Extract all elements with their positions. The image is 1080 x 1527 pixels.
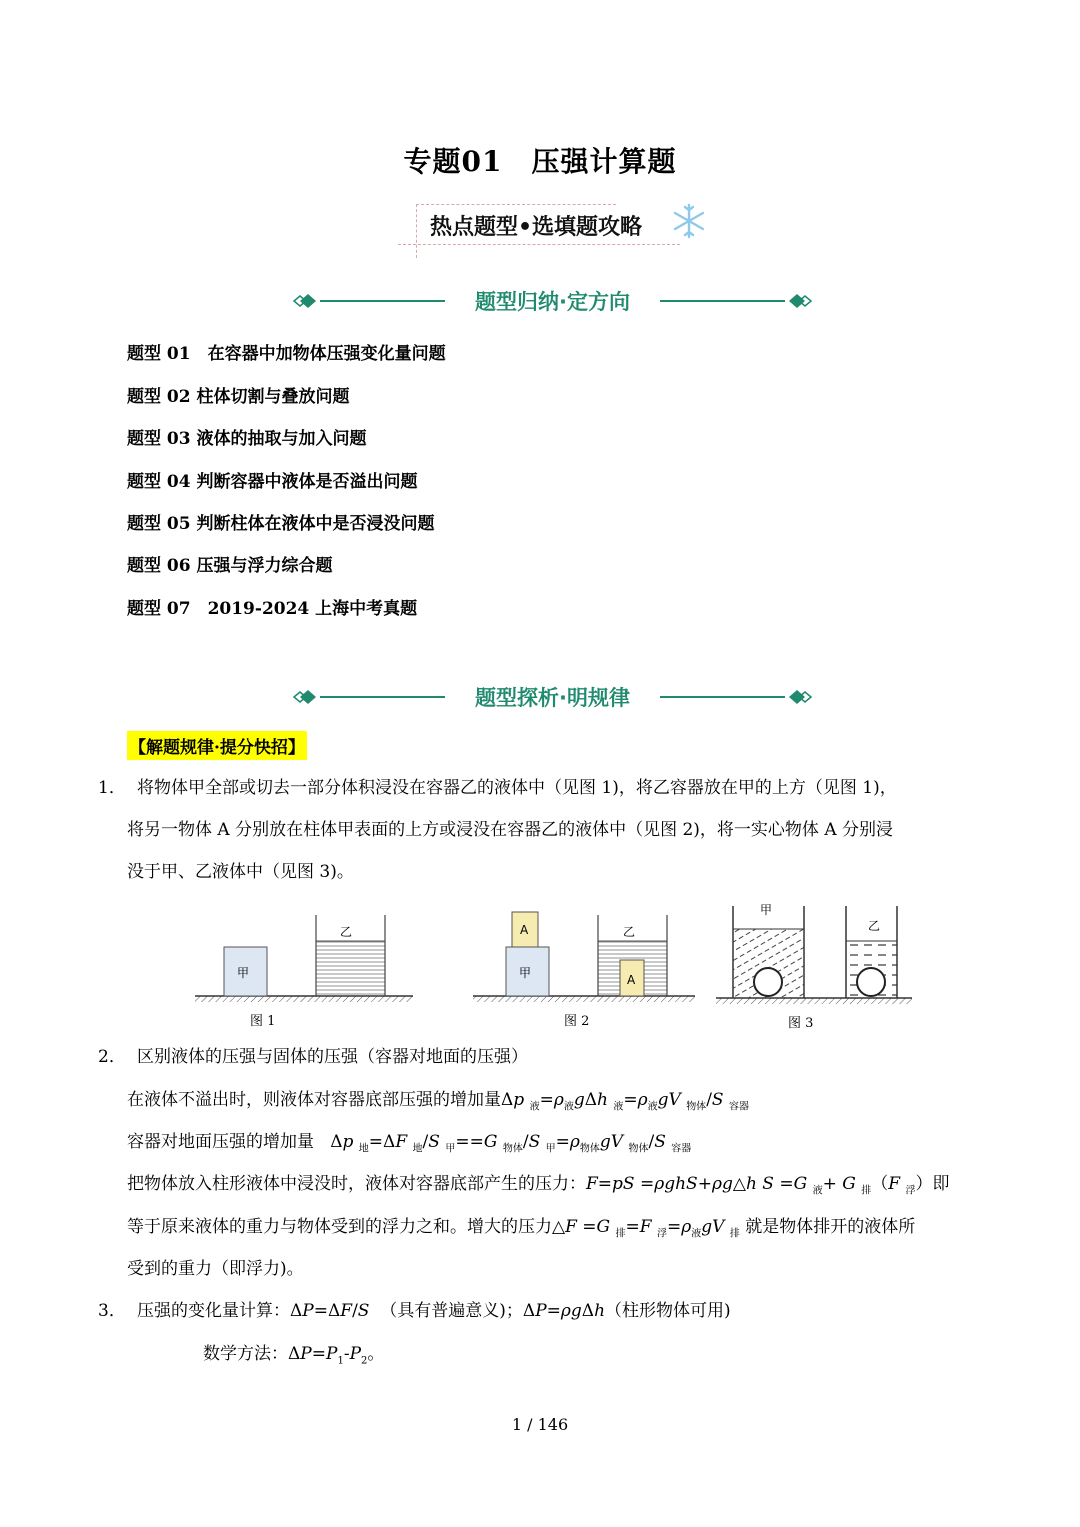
item-2-line-1: 在液体不溢出时，则液体对容器底部压强的增加量Δp $_液=\rho_液g\Delta h$ $_液=\rho_液gV$ $_{物体}$/S $_{容器}$	[127, 1090, 749, 1113]
item-2-line-2: 容器对地面压强的增加量 Δp $_地$=ΔF $_地$/S $_甲$==G $_{物体}$/S $_甲=\rho_{物体}gV$ $_{物体}$/S $_{容器}$	[127, 1132, 692, 1155]
fig1-caption: 图 1	[250, 1014, 276, 1029]
item-2-line-4-text-a: 等于原来液体的重力与物体受到的浮力之和。增大的压力	[127, 1217, 552, 1237]
topic-item-03: 题型 03 液体的抽取与加入问题	[127, 429, 367, 449]
item-2-line-4: 等于原来液体的重力与物体受到的浮力之和。增大的压力△F =G $_排$=F $_浮=\rho_液gV$ $_排$ 就是物体排开的液体所	[127, 1217, 916, 1240]
item-3-math-label: 数学方法：	[203, 1344, 288, 1364]
item-3-line-2: 数学方法：$\Delta P=P_1-P_2$。	[203, 1344, 385, 1367]
item-2-line-3-tail: 即	[932, 1174, 950, 1194]
page-title: 专题01 压强计算题	[403, 145, 677, 178]
fig1-yi-label: 乙	[340, 925, 353, 939]
item-2-line-1-text: 在液体不溢出时，则液体对容器底部压强的增加量	[127, 1090, 501, 1110]
fig2-a-top-label: A	[520, 923, 529, 937]
topic-item-02: 题型 02 柱体切割与叠放问题	[127, 387, 350, 407]
banner-title: 题型探析·明规律	[475, 686, 630, 710]
fig2-jia-label: 甲	[519, 966, 532, 980]
section-badge	[398, 200, 698, 260]
fig3-caption: 图 3	[788, 1016, 814, 1031]
badge-label: 热点题型•选填题攻略	[430, 215, 643, 240]
item-2-line-3-text: 把物体放入柱形液体中浸没时，液体对容器底部产生的压力：	[127, 1174, 586, 1194]
item-3-number: 3．	[98, 1301, 126, 1321]
item-3-text-a: 压强的变化量计算：	[137, 1301, 290, 1321]
item-2-line-2-text: 容器对地面压强的增加量	[127, 1132, 314, 1152]
item-1-line-3: 没于甲、乙液体中（见图 3)。	[127, 862, 354, 882]
item-2-line-5: 受到的重力（即浮力)。	[127, 1259, 304, 1279]
banner-title: 题型归纳·定方向	[475, 290, 630, 314]
fig1-jia-label: 甲	[237, 966, 250, 980]
topic-item-06: 题型 06 压强与浮力综合题	[127, 556, 333, 576]
topic-item-07: 题型 07 2019-2024 上海中考真题	[127, 599, 418, 619]
fig3-jia-label: 甲	[760, 903, 773, 917]
item-3-text-b: （具有普遍意义)；	[380, 1301, 523, 1321]
fig2-yi-label: 乙	[623, 925, 636, 939]
fig3-yi-label: 乙	[868, 919, 881, 933]
fig2-caption: 图 2	[564, 1014, 590, 1029]
banner-topic-summary	[290, 286, 815, 316]
topic-item-01: 题型 01 在容器中加物体压强变化量问题	[127, 344, 446, 364]
item-1-line-2: 将另一物体 A 分别放在柱体甲表面的上方或浸没在容器乙的液体中（见图 2)，将一实心物体 A 分别浸	[127, 820, 894, 840]
topic-item-04: 题型 04 判断容器中液体是否溢出问题	[127, 472, 418, 492]
item-2-number: 2．	[98, 1047, 126, 1067]
item-2-heading: 区别液体的压强与固体的压强（容器对地面的压强）	[137, 1047, 528, 1067]
diamond-right-icon	[779, 291, 815, 311]
figure-3	[716, 903, 912, 1031]
topic-item-05: 题型 05 判断柱体在液体中是否浸没问题	[127, 514, 435, 534]
item-1-number: 1．	[98, 778, 126, 798]
figure-1	[195, 915, 413, 1029]
figure-row	[190, 900, 920, 1040]
page-indicator: 1 / 146	[511, 1415, 569, 1434]
item-1-line-1: 将物体甲全部或切去一部分体积浸没在容器乙的液体中（见图 1)，将乙容器放在甲的上方（见图 1)，	[137, 778, 897, 798]
snowflake-icon	[670, 202, 708, 240]
item-2-line-3: 把物体放入柱形液体中浸没时，液体对容器底部产生的压力：F=pS =ρghS+ρg△h S =G $_液$+ G $_排$（F $_浮$）即	[127, 1174, 950, 1197]
banner-topic-analysis	[290, 682, 815, 712]
item-3-text-c: （柱形物体可用)	[605, 1301, 731, 1321]
fig2-a-in-liquid-label: A	[627, 973, 636, 987]
item-3-line-1: 压强的变化量计算：ΔP=ΔF/S （具有普遍意义)；ΔP=ρgΔh（柱形物体可用)	[137, 1301, 731, 1321]
item-2-line-4-text-b: 就是物体排开的液体所	[745, 1217, 916, 1237]
diamond-right-icon	[779, 687, 815, 707]
figure-2	[473, 912, 695, 1029]
tips-heading: 【解题规律·提分快招】	[127, 731, 307, 760]
